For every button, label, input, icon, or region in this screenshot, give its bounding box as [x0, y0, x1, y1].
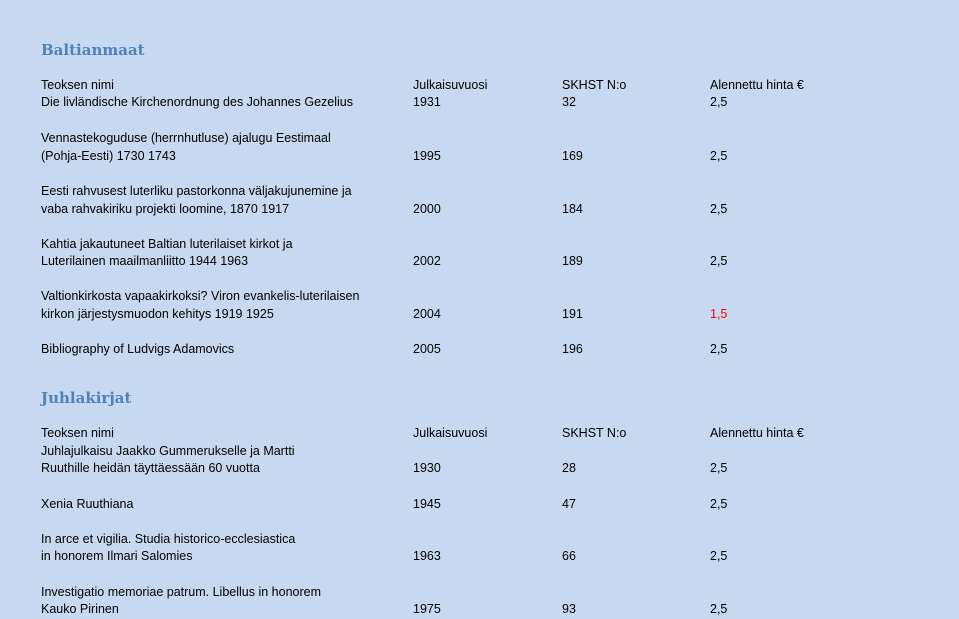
series-number: 47	[562, 497, 576, 511]
column-header-number: SKHST N:o	[562, 426, 627, 440]
discount-price: 2,5	[710, 549, 728, 563]
discount-price: 2,5	[710, 497, 728, 511]
book-title-continued: in honorem Ilmari Salomies	[41, 549, 193, 563]
book-title: Bibliography of Ludvigs Adamovics	[41, 342, 235, 356]
discount-price: 2,5	[710, 342, 728, 356]
book-title: Eesti rahvusest luterliku pastorkonna väljakujunemine ja	[41, 184, 352, 198]
series-number: 189	[562, 254, 583, 268]
book-title-continued: Luterilainen maailmanliitto 1944 1963	[41, 254, 249, 268]
discount-price: 2,5	[710, 602, 728, 616]
section-title-juhlakirjat: Juhlakirjat	[41, 389, 132, 407]
book-title-continued: Ruuthille heidän täyttäessään 60 vuotta	[41, 461, 260, 475]
discount-price-highlighted: 1,5	[710, 307, 728, 321]
book-title-continued: vaba rahvakiriku projekti loomine, 1870 1917	[41, 202, 290, 216]
discount-price: 2,5	[710, 202, 728, 216]
publication-year: 2005	[413, 342, 441, 356]
book-title: Die livländische Kirchenordnung des Johannes Gezelius	[41, 95, 353, 109]
book-title: Kahtia jakautuneet Baltian luterilaiset kirkot ja	[41, 237, 293, 251]
publication-year: 1945	[413, 497, 441, 511]
section-title-baltianmaat: Baltianmaat	[41, 41, 145, 59]
publication-year: 2004	[413, 307, 441, 321]
discount-price: 2,5	[710, 149, 728, 163]
book-title: Juhlajulkaisu Jaakko Gummerukselle ja Martti	[41, 444, 295, 458]
book-title-continued: (Pohja-Eesti) 1730 1743	[41, 149, 176, 163]
series-number: 191	[562, 307, 583, 321]
book-title: Valtionkirkosta vapaakirkoksi? Viron evankelis-luterilaisen	[41, 289, 360, 303]
publication-year: 1963	[413, 549, 441, 563]
column-header-name: Teoksen nimi	[41, 426, 114, 440]
series-number: 28	[562, 461, 576, 475]
column-header-year: Julkaisuvuosi	[413, 426, 488, 440]
publication-year: 1995	[413, 149, 441, 163]
book-title: Investigatio memoriae patrum. Libellus in honorem	[41, 585, 321, 599]
publication-year: 1930	[413, 461, 441, 475]
series-number: 32	[562, 95, 576, 109]
book-title: Xenia Ruuthiana	[41, 497, 134, 511]
book-title-continued: kirkon järjestysmuodon kehitys 1919 1925	[41, 307, 274, 321]
series-number: 66	[562, 549, 576, 563]
discount-price: 2,5	[710, 95, 728, 109]
publication-year: 2000	[413, 202, 441, 216]
discount-price: 2,5	[710, 461, 728, 475]
column-header-year: Julkaisuvuosi	[413, 78, 488, 92]
column-header-price: Alennettu hinta €	[710, 78, 804, 92]
series-number: 93	[562, 602, 576, 616]
series-number: 196	[562, 342, 583, 356]
column-header-name: Teoksen nimi	[41, 78, 114, 92]
column-header-number: SKHST N:o	[562, 78, 627, 92]
column-header-price: Alennettu hinta €	[710, 426, 804, 440]
publication-year: 1975	[413, 602, 441, 616]
book-title: Vennastekoguduse (herrnhutluse) ajalugu Eestimaal	[41, 131, 331, 145]
book-title-continued: Kauko Pirinen	[41, 602, 119, 616]
publication-year: 1931	[413, 95, 441, 109]
series-number: 169	[562, 149, 583, 163]
publication-year: 2002	[413, 254, 441, 268]
book-title: In arce et vigilia. Studia historico-ecclesiastica	[41, 532, 296, 546]
discount-price: 2,5	[710, 254, 728, 268]
series-number: 184	[562, 202, 583, 216]
